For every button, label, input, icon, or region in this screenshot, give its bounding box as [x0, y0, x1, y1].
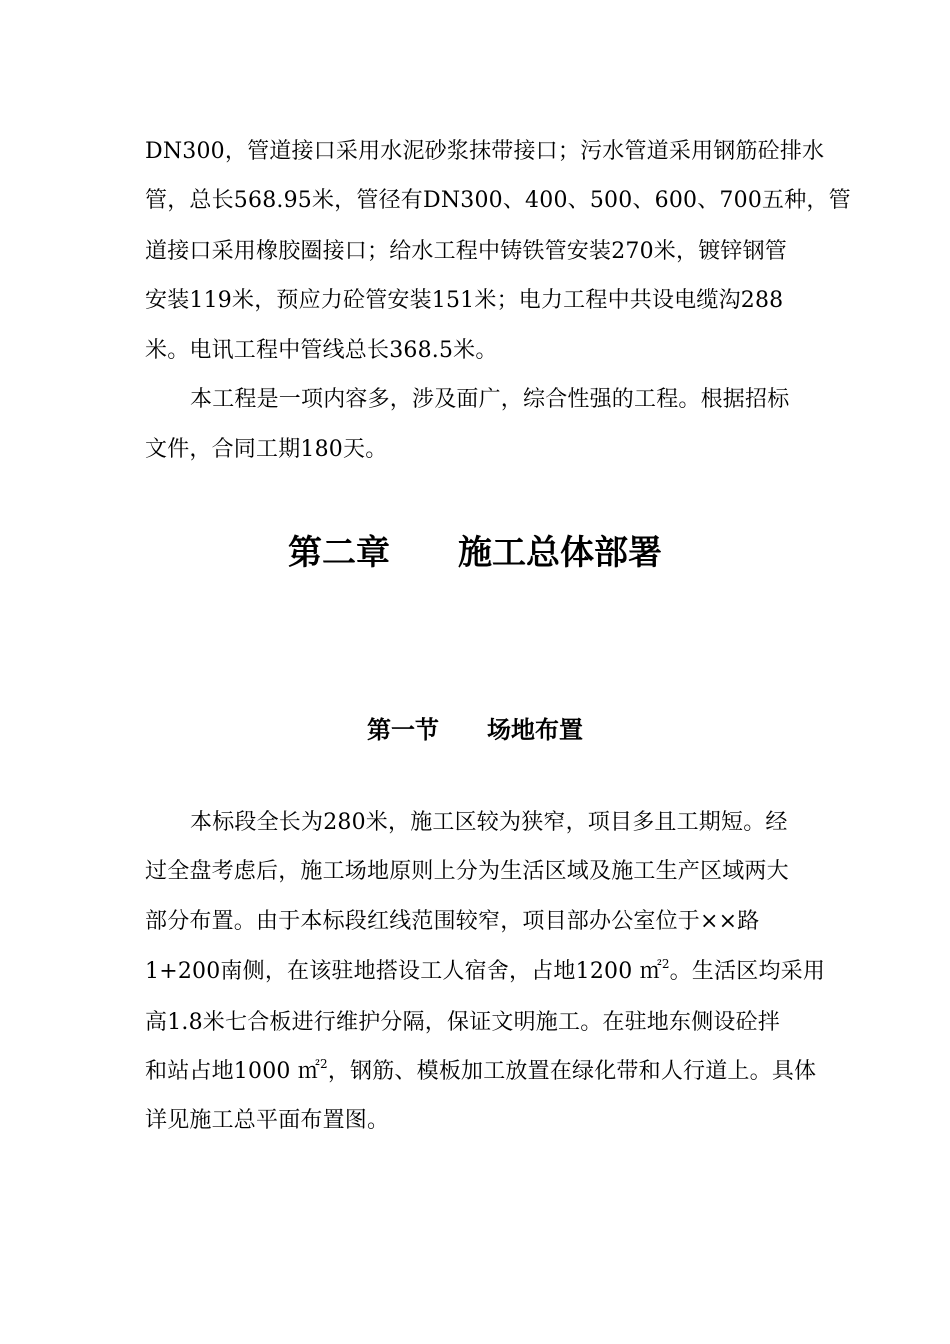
text-segment: 。生活区均采用: [669, 959, 826, 984]
superscript: 2: [661, 957, 670, 971]
text-line: 部分布置。由于本标段红线范围较窄，项目部办公室位于××路: [145, 909, 760, 934]
text-line: 文件，合同工期180天。: [145, 437, 388, 462]
text-line: DN300，管道接口采用水泥砂浆抹带接口；污水管道采用钢筋砼排水: [145, 139, 825, 164]
superscript: 2: [319, 1057, 328, 1071]
text-line: 高1.8米七合板进行维护分隔，保证文明施工。在驻地东侧设砼拌: [145, 1010, 780, 1035]
text-line: [145, 957, 825, 987]
text-line: 安装119米，预应力砼管安装151米；电力工程中共设电缆沟288: [145, 288, 784, 313]
text-line: 米。电讯工程中管线总长368.5米。: [145, 338, 498, 363]
section-heading: 第一节 场地布置: [367, 716, 583, 744]
text-segment: 和站占地1000 ㎡: [145, 1059, 320, 1084]
text-line: 详见施工总平面布置图。: [145, 1108, 390, 1133]
text-segment: ，钢筋、模板加工放置在绿化带和人行道上。具体: [327, 1059, 817, 1084]
chapter-heading: 第二章 施工总体部署: [288, 533, 662, 573]
text-line: 管，总长568.95米，管径有DN300、400、500、600、700五种，管: [145, 188, 851, 213]
text-line: 道接口采用橡胶圈接口；给水工程中铸铁管安装270米，镀锌钢管: [145, 239, 787, 264]
text-line: 过全盘考虑后，施工场地原则上分为生活区域及施工生产区域两大: [145, 859, 789, 884]
text-line: 本标段全长为280米，施工区较为狭窄，项目多且工期短。经: [190, 810, 788, 835]
text-line: [145, 1057, 816, 1087]
text-line: 本工程是一项内容多，涉及面广，综合性强的工程。根据招标: [190, 387, 790, 412]
text-segment: 1+200南侧，在该驻地搭设工人宿舍，占地1200 ㎡: [145, 959, 662, 984]
